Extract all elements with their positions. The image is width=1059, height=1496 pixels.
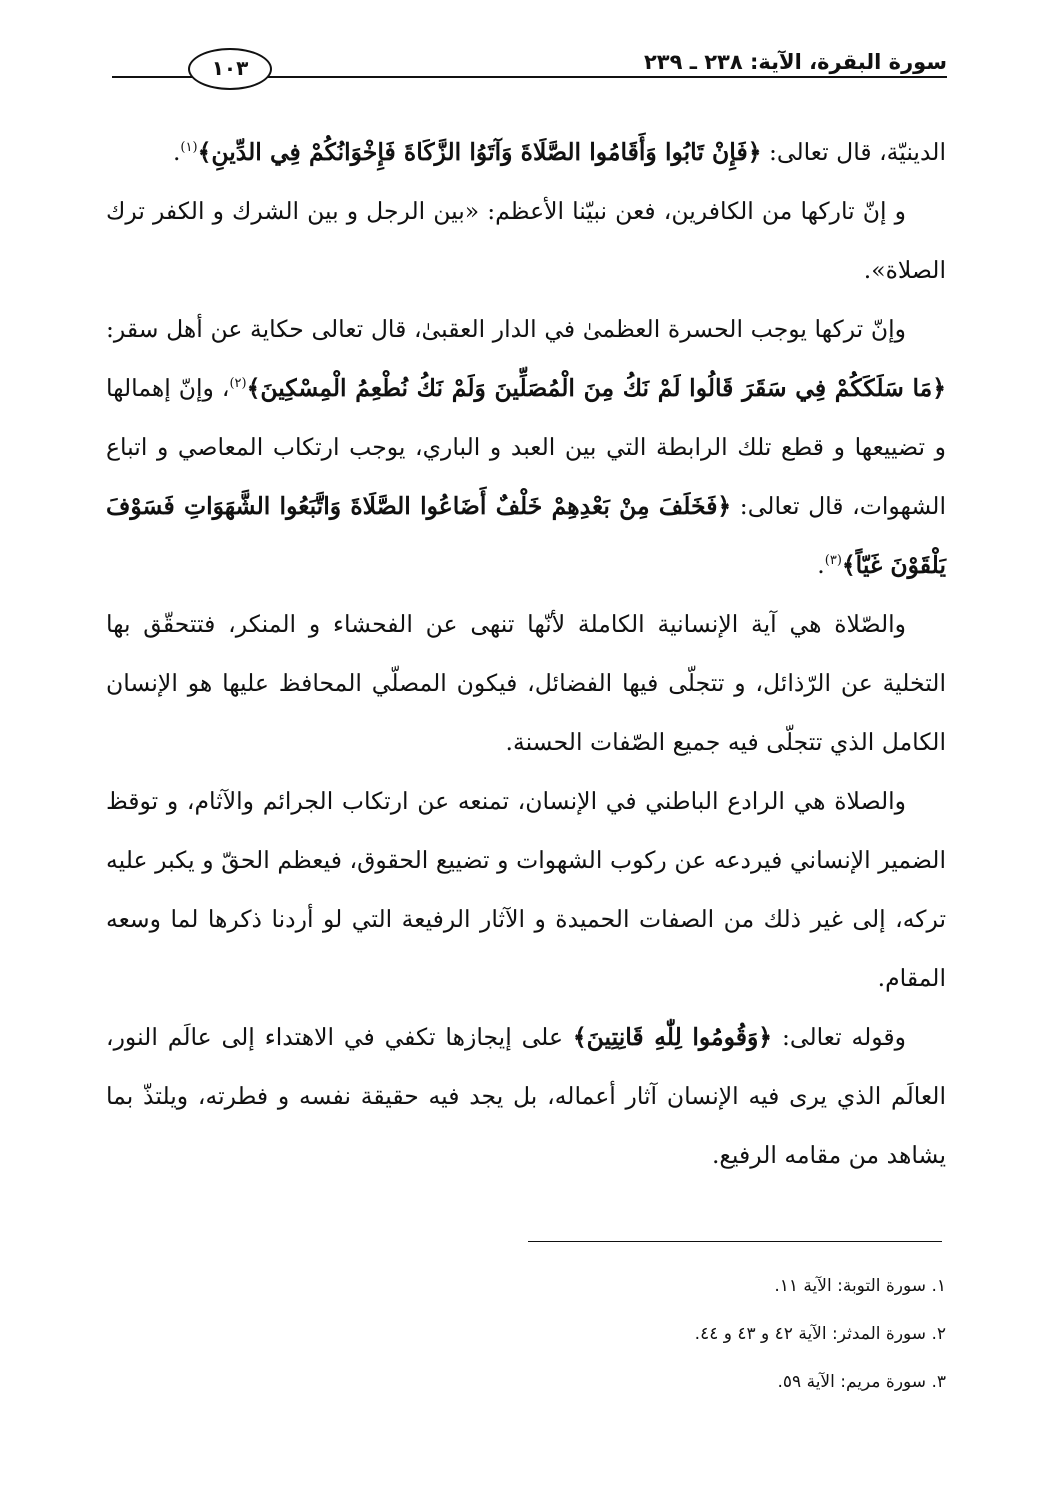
paragraph-1 [106, 123, 946, 182]
paragraph-4: والصّلاة هي آية الإنسانية الكاملة لأنّها تنهى عن الفحشاء و المنكر، فتتحقّق بها التخلية عن الرّذائل، و تتجلّى فيها الفضائل، فيكون المصلّي المحافظ عليها هو الإنسان الكامل الذي تتجلّى فيه جميع الصّفات الحسنة. [106, 610, 946, 756]
text: على إيجازها تكفي في الاهتداء إلى عالَم النور، العالَم الذي يرى فيه الإنسان آثار أعماله، بل يجد فيه حقيقة نفسه و فطرته، ويلتذّ بما يشاهد من مقامه الرفيع. [106, 1023, 946, 1169]
main-text [106, 123, 946, 1185]
paragraph-2: و إنّ تاركها من الكافرين، فعن نبيّنا الأعظم: «بين الرجل و بين الشرك و الكفر ترك الصلاة». [106, 197, 946, 284]
footnote-separator [528, 1241, 942, 1242]
quran-verse: ﴿فَإِنْ تَابُوا وَأَقَامُوا الصَّلَاةَ وَآتَوُا الزَّكَاةَ فَإِخْوَانُكُمْ فِي الدِّينِ﴾ [197, 138, 762, 166]
quran-verse: ﴿فَخَلَفَ مِنْ بَعْدِهِمْ خَلْفٌ أَضَاعُوا الصَّلَاةَ وَاتَّبَعُوا الشَّهَوَاتِ فَسَوْفَ يَلْقَوْنَ غَيّاً﴾ [106, 492, 946, 579]
footnotes [520, 1262, 946, 1406]
text: وإنّ تركها يوجب الحسرة العظمىٰ في الدار العقبىٰ، قال تعالى حكاية عن أهل سقر: [106, 315, 906, 343]
text: . [172, 138, 181, 166]
text: الدينيّة، قال تعالى: [761, 138, 946, 166]
page-number: ١٠٣ [188, 48, 272, 90]
footnote-ref: (٢) [229, 376, 247, 392]
footnote-2: ٢. سورة المدثر: الآية ٤٢ و ٤٣ و ٤٤. [694, 1324, 946, 1344]
footnote-1: ١. سورة التوبة: الآية ١١. [774, 1276, 946, 1296]
text: وقوله تعالى: [772, 1023, 906, 1051]
paragraph-6 [106, 1008, 946, 1185]
running-header [112, 44, 947, 88]
quran-verse: ﴿مَا سَلَكَكُمْ فِي سَقَرَ قَالُوا لَمْ نَكُ مِنَ الْمُصَلِّينَ وَلَمْ نَكُ نُطْعِمُ الْمِسْكِينَ﴾ [246, 374, 947, 402]
header-title: سورة البقرة، الآية: ٢٣٨ ـ ٢٣٩ [643, 50, 947, 74]
quran-verse: ﴿وَقُومُوا لِلّٰهِ قَانِتِينَ﴾ [572, 1023, 773, 1051]
paragraph-3 [106, 300, 946, 595]
footnote-ref: (٣) [824, 553, 842, 569]
footnote-ref: (١) [180, 140, 198, 156]
text: . [817, 551, 825, 579]
text: ، وإنّ إهمالها و تضييعها و قطع تلك الرابطة التي بين العبد و الباري، يوجب ارتكاب المعاصي و اتباع الشهوات، قال تعالى: [106, 374, 946, 520]
paragraph-5: والصلاة هي الرادع الباطني في الإنسان، تمنعه عن ارتكاب الجرائم والآثام، و توقظ الضمير الإنساني فيردعه عن ركوب الشهوات و تضييع الحقوق، فيعظم الحقّ و يكبر عليه تركه، إلى غير ذلك من الصفات الحميدة و الآثار الرفيعة التي لو أردنا ذكرها لما وسعه المقام. [106, 787, 946, 992]
footnote-3: ٣. سورة مريم: الآية ٥٩. [777, 1372, 946, 1392]
